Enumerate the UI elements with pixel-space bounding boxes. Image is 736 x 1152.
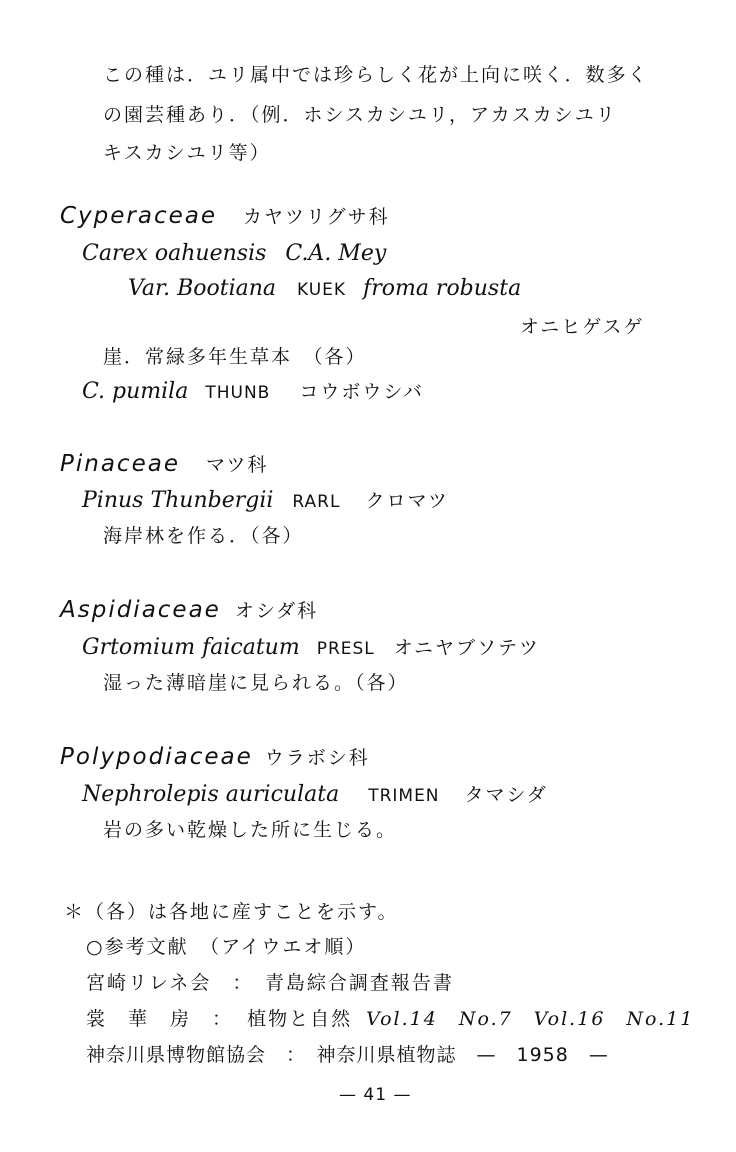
species-habitat-note: 崖．常緑多年生草本 （各）: [103, 346, 367, 368]
species-author: RARL: [292, 492, 341, 512]
species-habitat-note: 岩の多い乾燥した所に生じる。: [103, 819, 398, 841]
family-heading-cyperaceae: [60, 205, 390, 228]
species-name: Carex oahuensis: [82, 241, 267, 266]
footnote: ＊（各）は各地に産すことを示す。: [64, 901, 399, 923]
species-author: C.A. Mey: [285, 241, 387, 266]
family-name: Polypodiaceae: [60, 744, 253, 770]
species-pinus-thunbergii: [82, 490, 449, 512]
family-japanese-name: マツ科: [205, 454, 269, 476]
species-name: Nephrolepis auriculata: [82, 782, 340, 807]
intro-line-3: キスカシユリ等）: [103, 142, 271, 164]
species-nephrolepis-auriculata: [82, 784, 548, 806]
reference-title: 植物と自然: [247, 1008, 353, 1030]
species-carex-oahuensis: [82, 243, 386, 265]
species-author: THUNB: [205, 383, 271, 403]
family-name: Pinaceae: [60, 451, 180, 477]
reference-volumes: Vol.14 No.7 Vol.16 No.11: [366, 1008, 695, 1030]
family-name: Aspidiaceae: [60, 597, 221, 623]
reference-1: 宮崎リレネ会 ： 青島綜合調査報告書: [86, 972, 454, 994]
species-carex-pumila: [82, 381, 424, 403]
family-japanese-name: ウラボシ科: [264, 747, 370, 769]
intro-line-1: この種は．ユリ属中では珍らしく花が上向に咲く．数多く: [103, 64, 649, 86]
species-name: C. pumila: [82, 379, 189, 404]
variety-author: KUEK: [297, 280, 347, 300]
variety-line: [128, 278, 521, 300]
reference-3: 神奈川県博物館協会 ： 神奈川県植物誌 — 1958 —: [86, 1044, 609, 1066]
species-japanese-name: タマシダ: [464, 784, 548, 806]
family-heading-pinaceae: [60, 453, 268, 476]
species-japanese-name: オニヒゲスゲ: [520, 316, 645, 338]
species-name: Pinus Thunbergii: [82, 488, 274, 513]
species-cyrtomium-falcatum: [82, 637, 540, 659]
species-habitat-note: 湿った薄暗崖に見られる。（各）: [103, 672, 409, 694]
family-heading-polypodiaceae: [60, 746, 370, 769]
variety-name: Var. Bootiana: [128, 276, 277, 301]
reference-2: [86, 1010, 694, 1029]
species-japanese-name: クロマツ: [365, 490, 449, 512]
species-habitat-note: 海岸林を作る．（各）: [103, 525, 304, 547]
page-number: — 41 —: [339, 1085, 412, 1105]
species-name: Grtomium faicatum: [82, 635, 300, 660]
species-japanese-name: コウボウシバ: [299, 381, 425, 403]
forma-name: froma robusta: [363, 276, 522, 301]
family-heading-aspidiaceae: [60, 599, 318, 622]
family-japanese-name: カヤツリグサ科: [243, 206, 390, 228]
family-japanese-name: オシダ科: [234, 600, 319, 622]
species-author: TRIMEN: [368, 786, 440, 806]
references-heading: ○参考文献 （アイウエオ順）: [86, 936, 367, 958]
reference-publisher: 裳 華 房 ：: [86, 1008, 234, 1030]
species-japanese-name: オニヤブソテツ: [393, 637, 540, 659]
family-name: Cyperaceae: [60, 203, 218, 229]
intro-line-2: の園芸種あり．（例．ホシスカシユリ，アカスカシユリ: [103, 104, 617, 126]
species-author: PRESL: [316, 639, 375, 659]
